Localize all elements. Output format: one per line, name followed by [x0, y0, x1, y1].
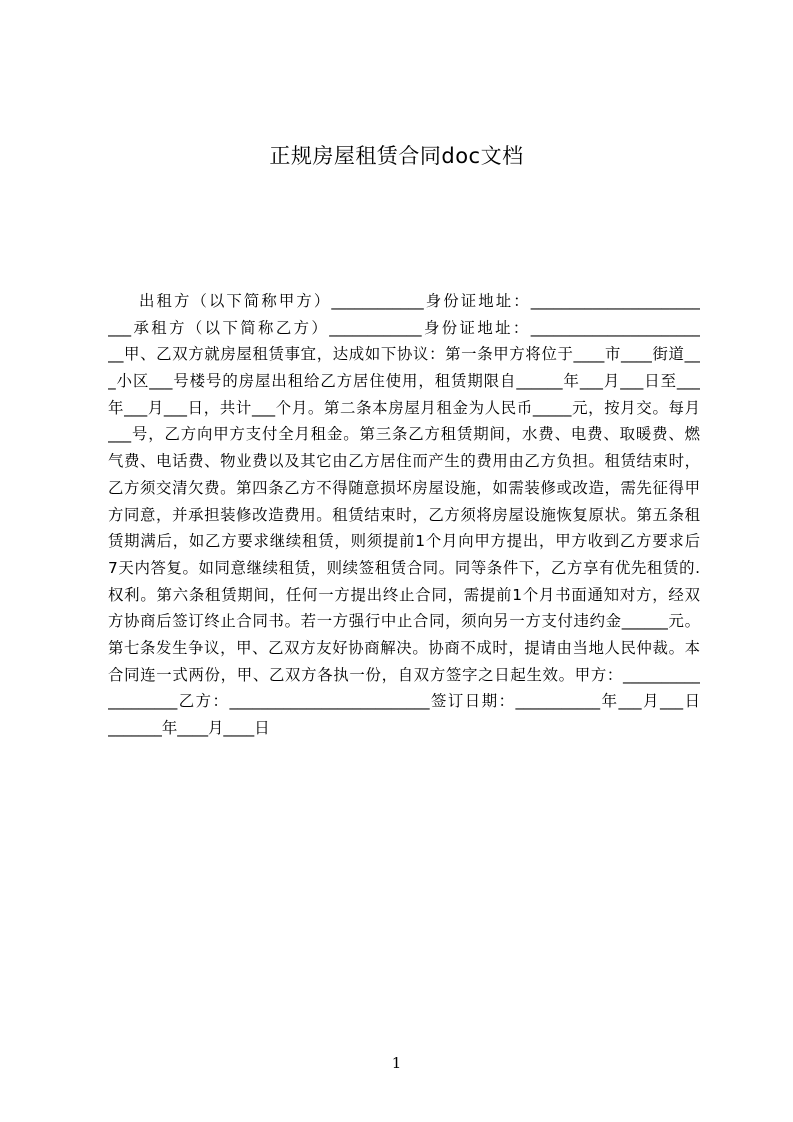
contract-line: ___承租方（以下简称乙方）____________身份证地址：______________________: [108, 318, 700, 337]
contract-line: 7天内答复。如同意继续租赁，则续签租赁合同。同等条件下，乙方享有优先租赁的.: [108, 558, 700, 577]
contract-line: _________乙方：__________________________签订日期：___________年___月___日: [108, 692, 700, 711]
document-title: 正规房屋租赁合同doc文档: [269, 144, 524, 168]
contract-line: _小区___号楼号的房屋出租给乙方居住使用，租赁期限自______年___月___日至___: [108, 372, 700, 391]
contract-line: 方协商后签订终止合同书。若一方强行中止合同，须向另一方支付违约金______元。: [108, 612, 700, 631]
contract-line: _______年____月____日: [108, 719, 270, 737]
contract-line: 合同连一式两份，甲、乙双方各执一份，自双方签字之日起生效。甲方：__________: [108, 665, 700, 684]
contract-line: 出租方（以下简称甲方）____________身份证地址：______________________: [139, 292, 700, 310]
page-number: 1: [391, 1054, 402, 1072]
contract-line: __甲、乙双方就房屋租赁事宜，达成如下协议：第一条甲方将位于____市____街道__: [108, 345, 700, 364]
contract-line: 权利。第六条租赁期间，任何一方提出终止合同，需提前1个月书面通知对方，经双: [108, 585, 700, 604]
contract-line: 气费、电话费、物业费以及其它由乙方居住而产生的费用由乙方负担。租赁结束时，: [108, 452, 700, 471]
contract-line: 方同意，并承担装修改造费用。租赁结束时，乙方须将房屋设施恢复原状。第五条租: [108, 505, 700, 524]
contract-line: ___号，乙方向甲方支付全月租金。第三条乙方租赁期间，水费、电费、取暖费、燃: [108, 425, 700, 444]
contract-line: 第七条发生争议，甲、乙双方友好协商解决。协商不成时，提请由当地人民仲裁。本: [108, 638, 700, 657]
contract-line: 赁期满后，如乙方要求继续租赁，则须提前1个月向甲方提出，甲方收到乙方要求后: [108, 532, 700, 551]
contract-body: [108, 288, 700, 742]
contract-line: 年___月___日，共计___个月。第二条本房屋月租金为人民币_____元，按月交。每月: [108, 398, 700, 417]
contract-line: 乙方须交清欠费。第四条乙方不得随意损坏房屋设施，如需装修或改造，需先征得甲: [108, 478, 700, 497]
